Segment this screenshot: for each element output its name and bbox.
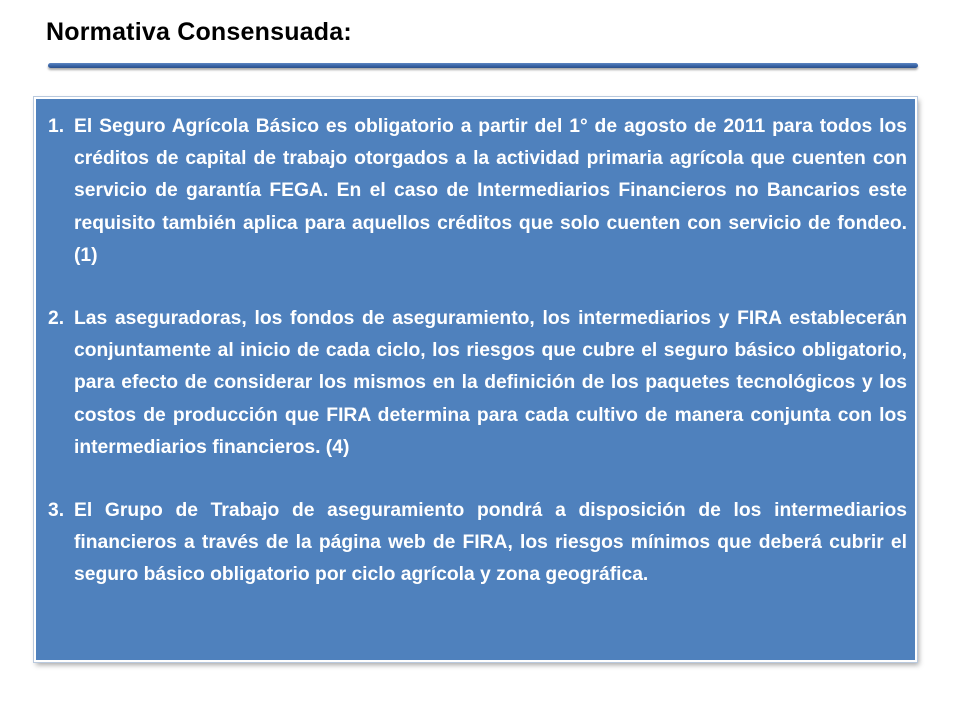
list-item xyxy=(48,111,907,272)
slide-title: Normativa Consensuada: xyxy=(46,18,352,46)
numbered-list xyxy=(48,111,907,592)
list-item xyxy=(48,303,907,464)
title-divider xyxy=(48,63,918,68)
list-item-text: Las aseguradoras, los fondos de aseguramiento, los intermediarios y FIRA establecerán conjuntamente al inicio de cada ciclo, los riesgos que cubre el seguro básico obligatorio, para efecto de considerar los mismos en la definición de los paquetes tecnológicos y los costos de producción que FIRA determina para cada cultivo de manera conjunta con los intermediarios financieros. (4) xyxy=(74,308,907,458)
list-item xyxy=(48,495,907,592)
list-item-number: 3. xyxy=(48,500,65,522)
list-item-number: 1. xyxy=(48,116,65,137)
list-item-number: 2. xyxy=(48,308,65,330)
list-item-text: El Grupo de Trabajo de aseguramiento pondrá a disposición de los intermediarios financieros a través de la página web de FIRA, los riesgos mínimos que deberá cubrir el seguro básico obligatorio por ciclo agrícola y zona geográfica. xyxy=(74,500,907,586)
content-box xyxy=(34,97,917,662)
list-item-text: El Seguro Agrícola Básico es obligatorio a partir del 1° de agosto de 2011 para todos los créditos de capital de trabajo otorgados a la actividad primaria agrícola que cuenten con servicio de garantía FEGA. En el caso de Intermediarios Financieros no Bancarios este requisito también aplica para aquellos créditos que solo cuenten con servicio de fondeo. (1) xyxy=(74,116,907,266)
